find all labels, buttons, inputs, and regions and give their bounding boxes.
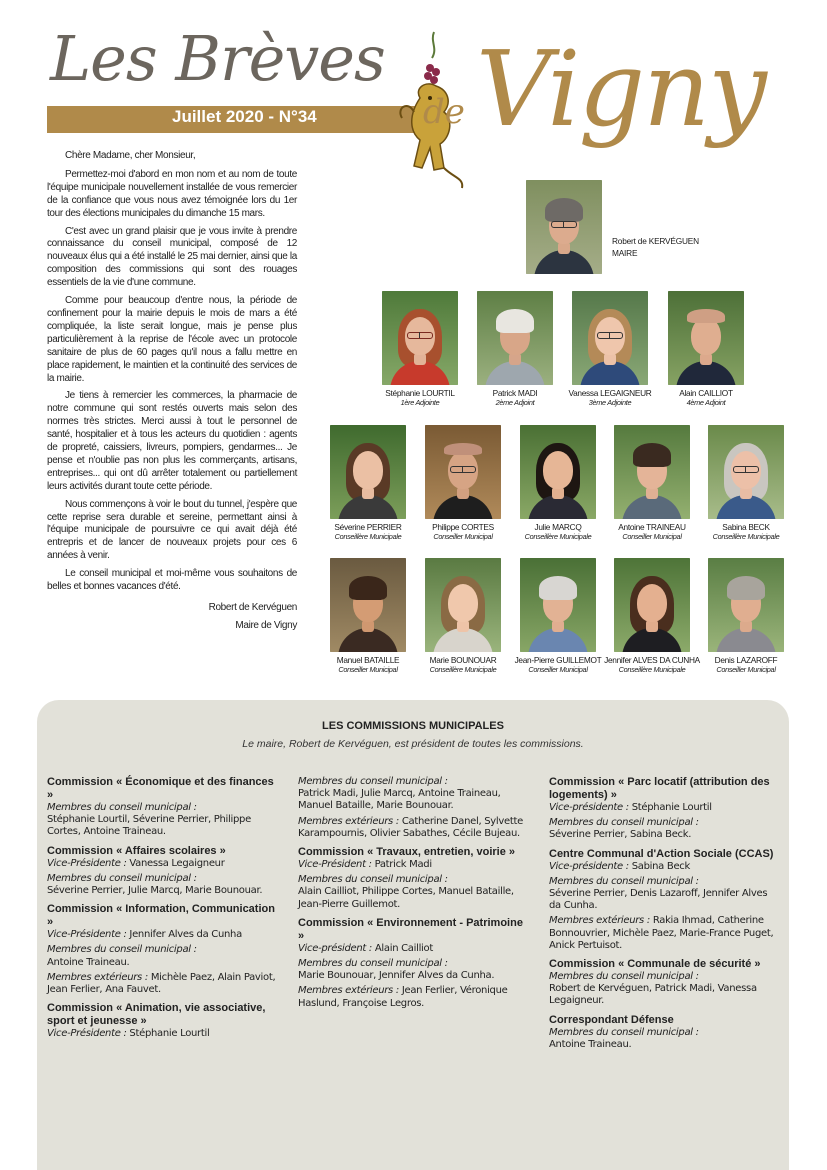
councillor-caption — [408, 655, 518, 675]
commission-vp: Jennifer Alves da Cunha — [129, 929, 242, 941]
commission-members: Antoine Traineau. — [549, 1038, 632, 1050]
councillor-photo — [520, 425, 596, 519]
commission-members: Séverine Perrier, Julie Marcq, Marie Bounouar. — [47, 885, 263, 897]
adjoint-caption — [365, 388, 475, 408]
councillor-caption — [408, 522, 518, 542]
commission-external: Rakia Ihmad, Catherine Bonnouvrier, Michèle Paez, Marie-France Puget, Anick Pertuisot. — [549, 915, 774, 951]
councillor-caption — [691, 522, 801, 542]
letter-paragraph: Je tiens à remercier les commerces, la pharmacie de notre commune qui sont restés ouverts mais selon des normes très strictes. Merci aussi à tout le personnel de santé, hospitalier et à tous les acteurs du quotidien : agents de propreté, caissiers, livreurs, pompiers, gendarmes... Je pense et n'oublie pas non plus les commerçants, artisans, entreprises... qui ont dû arrêter totalement ou partiellement leurs activités durant toute cette période. — [47, 390, 297, 492]
commission-members: Séverine Perrier, Denis Lazaroff, Jennifer Alves da Cunha. — [549, 888, 768, 912]
mayor-name: Robert de KERVÉGUEN — [612, 236, 699, 246]
adjoint-photo — [668, 291, 744, 385]
commission-label: Membres du conseil municipal : — [298, 874, 448, 886]
councillor-name: Denis LAZAROFF — [714, 655, 778, 665]
masthead-les-breves: Les Brèves — [50, 22, 385, 95]
adjoint-name: Alain CAILLIOT — [679, 388, 733, 398]
commissions-subtitle: Le maire, Robert de Kervéguen, est président de toutes les commissions. — [242, 738, 584, 750]
councillor-role: Conseillère Municipale — [334, 532, 402, 541]
adjoint-caption — [460, 388, 570, 408]
letter-paragraph: Comme pour beaucoup d'entre nous, la période de confinement pour la mairie depuis le mois de mars a été compliquée, la liste serait longue, mais je pense plus particulièrement à la reprise de l'école avec un protocole sanitaire de plus de 60 pages qu'il nous a fallu mettre en place rapidement, le maintien et la continuité des services de la mairie. — [47, 295, 297, 384]
commission-members: Alain Cailliot, Philippe Cortes, Manuel Bataille, Jean-Pierre Guillemot. — [298, 886, 514, 910]
councillor-name: Philippe CORTES — [432, 522, 494, 532]
commission-label: Vice-Présidente : — [47, 1028, 127, 1040]
letter-paragraph: Nous commençons à voir le bout du tunnel, j'espère que cette reprise sera durable et sereine, permettant ainsi à l'équipe municipale de poursuivre ce qui avait déjà été entrepris et de lancer de nouveaux projets pour ces 6 années à venir. — [47, 498, 297, 562]
councillor-role: Conseiller Municipal — [528, 665, 588, 674]
commission-title: Commission « Affaires scolaires » — [47, 844, 226, 857]
commission-label: Membres du conseil municipal : — [549, 875, 699, 887]
commission-title: Commission « Travaux, entretien, voirie » — [298, 846, 516, 859]
councillor-photo — [520, 558, 596, 652]
letter-paragraph: Permettez-moi d'abord en mon nom et au nom de toute l'équipe municipale nouvellement installée de vous remercier de la confiance que vous nous avez témoignée lors du 1er tour des élections municipales du dimanche 15 mars. — [47, 168, 297, 219]
councillor-photo — [614, 558, 690, 652]
adjoint-role: 3ème Adjointe — [588, 398, 632, 407]
councillor-name: Sabina BECK — [722, 522, 770, 532]
commission-label: Vice-Président : — [298, 859, 372, 871]
commission-vp: Sabina Beck — [631, 860, 690, 872]
commission-label: Membres du conseil municipal : — [47, 944, 197, 956]
commission-external: Michèle Paez, Alain Paviot, Jean Ferlier, Ana Fauvet. — [47, 971, 276, 996]
councillor-role: Conseillère Municipale — [524, 532, 592, 541]
adjoint-photo — [382, 291, 458, 385]
commission-vp: Stéphanie Lourtil — [129, 1028, 210, 1040]
commissions-column-2 — [298, 776, 530, 1016]
commission-label: Vice-Présidente : — [47, 857, 127, 869]
councillor-caption — [691, 655, 801, 675]
adjoint-role: 4ème Adjoint — [686, 398, 726, 407]
commission-title: Commission « Parc locatif (attribution des logements) » — [549, 776, 770, 801]
commission-vp: Stéphanie Lourtil — [631, 802, 712, 813]
letter-signature-name: Robert de Kervéguen — [208, 602, 297, 613]
commission-vp: Alain Cailliot — [374, 942, 433, 954]
commission-members: Antoine Traineau. — [47, 956, 130, 968]
commission-label: Membres extérieurs : — [549, 915, 650, 927]
councillor-caption — [313, 655, 423, 675]
letter-salutation: Chère Madame, cher Monsieur, — [65, 150, 196, 161]
councillor-name: Jean-Pierre GUILLEMOT — [514, 655, 602, 665]
councillor-caption — [313, 522, 423, 542]
mayor-caption — [612, 235, 699, 259]
commission-label: Membres du conseil municipal : — [549, 1026, 699, 1038]
commission-label: Membres du conseil municipal : — [47, 802, 197, 813]
editorial-letter — [47, 150, 297, 638]
adjoint-caption — [651, 388, 761, 408]
commission-label: Membres extérieurs : — [298, 985, 399, 997]
adjoint-photo — [477, 291, 553, 385]
commission-members: Robert de Kervéguen, Patrick Madi, Vanessa Legaigneur. — [549, 983, 757, 1007]
commission-label: Vice-présidente : — [549, 860, 629, 872]
councillor-name: Antoine TRAINEAU — [618, 522, 686, 532]
commission-label: Membres du conseil municipal : — [549, 817, 699, 829]
councillor-name: Séverine PERRIER — [334, 522, 402, 532]
letter-paragraph: C'est avec un grand plaisir que je vous invite à prendre connaissance du conseil municipal, composé de 12 nouveaux élus qui a été installé le 25 mai dernier, ainsi que la composition des commissions qui sont des rouages essentiels de la vie d'une commune. — [47, 225, 297, 289]
councillor-role: Conseiller Municipal — [716, 665, 776, 674]
councillor-photo — [614, 425, 690, 519]
commission-title: Correspondant Défense — [549, 1013, 674, 1026]
councillor-name: Jennifer ALVES DA CUNHA — [604, 655, 700, 665]
councillor-photo — [708, 558, 784, 652]
adjoint-name: Vanessa LEGAIGNEUR — [568, 388, 652, 398]
commission-label: Membres du conseil municipal : — [549, 971, 699, 983]
masthead-de: de — [423, 92, 465, 132]
letter-signature-title: Maire de Vigny — [235, 619, 297, 631]
councillor-photo — [425, 425, 501, 519]
mayor-role: MAIRE — [612, 248, 638, 258]
commission-members: Marie Bounouar, Jennifer Alves da Cunha. — [298, 970, 495, 982]
councillor-photo — [330, 558, 406, 652]
commission-label: Membres du conseil municipal : — [47, 872, 197, 884]
councillor-name: Marie BOUNOUAR — [429, 655, 497, 665]
commission-label: Vice-Présidente : — [47, 929, 127, 941]
commission-title: Commission « Économique et des finances » — [47, 776, 274, 801]
councillor-role: Conseillère Municipale — [618, 665, 686, 674]
councillor-photo — [708, 425, 784, 519]
masthead-vigny: Vigny — [476, 28, 765, 150]
councillor-name: Manuel BATAILLE — [336, 655, 400, 665]
commission-members: Stéphanie Lourtil, Séverine Perrier, Philippe Cortes, Antoine Traineau. — [47, 814, 251, 838]
commission-title: Commission « Information, Communication » — [47, 903, 275, 929]
commission-title: Commission « Communale de sécurité » — [549, 958, 761, 971]
adjoint-role: 1ère Adjointe — [400, 398, 440, 407]
commission-label: Vice-présidente : — [549, 802, 629, 813]
councillor-role: Conseiller Municipal — [338, 665, 398, 674]
issue-label: Juillet 2020 - N°34 — [172, 107, 317, 126]
commission-members: Séverine Perrier, Sabina Beck. — [549, 829, 692, 841]
councillor-role: Conseillère Municipale — [429, 665, 497, 674]
councillor-role: Conseiller Municipal — [622, 532, 682, 541]
commission-members: Patrick Madi, Julie Marcq, Antoine Traineau, Manuel Bataille, Marie Bounouar. — [298, 788, 501, 812]
commission-label: Membres du conseil municipal : — [298, 776, 448, 787]
commission-label: Membres extérieurs : — [298, 815, 399, 827]
mayor-photo — [526, 180, 602, 274]
councillor-role: Conseillère Municipale — [712, 532, 780, 541]
commission-label: Vice-président : — [298, 942, 372, 954]
adjoint-caption — [555, 388, 665, 408]
councillor-photo — [425, 558, 501, 652]
commission-external: Catherine Danel, Sylvette Karampournis, Olivier Sabathes, Cécile Bujeau. — [298, 815, 523, 839]
councillor-role: Conseiller Municipal — [433, 532, 493, 541]
councillor-photo — [330, 425, 406, 519]
commission-vp: Patrick Madi — [374, 859, 432, 871]
commission-title: Commission « Environnement - Patrimoine » — [298, 916, 523, 942]
adjoint-name: Stéphanie LOURTIL — [385, 388, 455, 398]
commission-title: Commission « Animation, vie associative, sport et jeunesse » — [47, 1002, 266, 1028]
commissions-column-1 — [47, 776, 279, 1046]
letter-paragraph: Le conseil municipal et moi-même vous souhaitons de belles et bonnes vacances d'été. — [47, 568, 297, 593]
commission-vp: Vanessa Legaigneur — [129, 857, 225, 869]
commissions-title: LES COMMISSIONS MUNICIPALES — [322, 720, 504, 732]
adjoint-name: Patrick MADI — [492, 388, 538, 398]
commissions-column-3 — [549, 776, 781, 1057]
adjoint-photo — [572, 291, 648, 385]
commission-title: Centre Communal d'Action Sociale (CCAS) — [549, 847, 774, 860]
councillor-name: Julie MARCQ — [534, 522, 582, 532]
adjoint-role: 2ème Adjoint — [495, 398, 535, 407]
commission-label: Membres du conseil municipal : — [298, 958, 448, 970]
commission-external: Jean Ferlier, Véronique Haslund, Françoise Legros. — [298, 985, 508, 1009]
commission-label: Membres extérieurs : — [47, 971, 148, 983]
